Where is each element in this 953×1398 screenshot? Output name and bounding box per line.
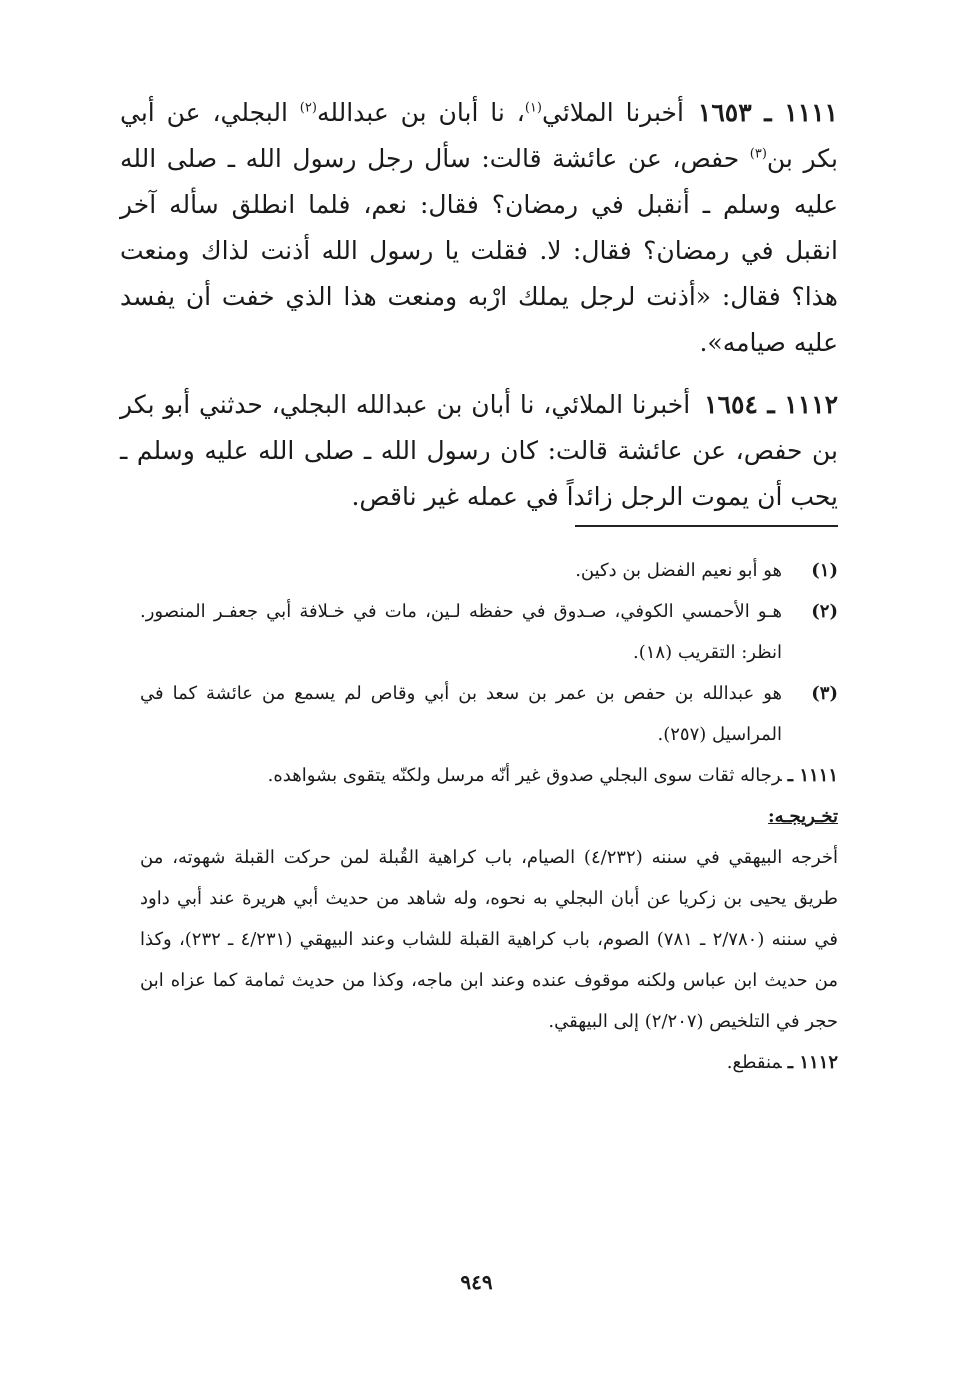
hadith-number: ١١١٢ ـ ١٦٥٤ [704,390,838,419]
footnote-divider [575,525,838,527]
footnotes-section [140,550,838,1083]
takhrij-heading: تخـريجـه: [767,806,838,827]
footnote-ref[interactable]: (٢) [299,100,317,116]
footnote-1: (١) هو أبو نعيم الفضل بن دكين. [575,560,838,581]
page-number: ٩٤٩ [460,1270,493,1294]
takhrij-body: أخرجه البيهقي في سننه (٤/٢٣٢) الصيام، باب كراهية القُبلة لمن حركت القبلة شهوته، من طريق يحيى بن زكريا عن أبان البجلي به نحوه، وله شاهد من حديث أبي هريرة عند أبي داود في سننه (٢/٧٨٠ ـ ٧٨١) الصوم، باب كراهية القبلة للشاب وعند البيهقي (٤/٢٣١ ـ ٢٣٢)، وكذا من حديث ابن عباس ولكنه موقوف عنده وعند ابن ماجه، وكذا من حديث ثمامة كما عزاه ابن حجر في التلخيص (٢/٢٠٧) إلى البيهقي. [140,847,839,1032]
main-text [120,90,838,536]
footnote-ref[interactable]: (٣) [749,146,767,162]
hadith-1653: ١١١١ ـ ١٦٥٣أخبرنا الملائي$^{(١)}$، نا أبان بن عبدالله$^{(٢)}$ البجلي، عن أبي بكر بن$^{(٣)}$ حفص، عن عائشة قالت: سأل رجل رسول الله ـ صلى الله عليه وسلم ـ أنقبل في رمضان؟ فقال: نعم، فلما انطلق سأله آخر انقبل في رمضان؟ فقال: لا. فقلت يا رسول الله أذنت لذاك ومنعت هذا؟ فقال: «أذنت لرجل يملك ارْبه ومنعت هذا الذي خفت أن يفسد عليه صيامه». [120,98,839,357]
footnote-3: (٣) هو عبدالله بن حفص بن عمر بن سعد بن أبي وقاص لم يسمع من عائشة كما في المراسيل (٢٥٧). [140,683,838,745]
grading-1111: ١١١١ ـرجاله ثقات سوى البجلي صدوق غير أنّه مرسل ولكنّه يتقوى بشواهده. [267,765,838,786]
hadith-1654: ١١١٢ ـ ١٦٥٤أخبرنا الملائي، نا أبان بن عبدالله البجلي، حدثني أبو بكر بن حفص، عن عائشة قالت: كان رسول الله ـ صلى الله عليه وسلم ـ يحب أن يموت الرجل زائداً في عمله غير ناقص. [120,390,838,511]
footnote-ref[interactable]: (١) [524,100,542,116]
grading-1112: ١١١٢ ـمنقطع. [726,1052,838,1073]
footnote-2: (٢) هـو الأحمسي الكوفي، صـدوق في حفظه لـين، مات في خـلافة أبي جعفـر المنصور. انظر: التقريب (١٨). [140,601,838,663]
hadith-number: ١١١١ ـ ١٦٥٣ [697,98,838,127]
